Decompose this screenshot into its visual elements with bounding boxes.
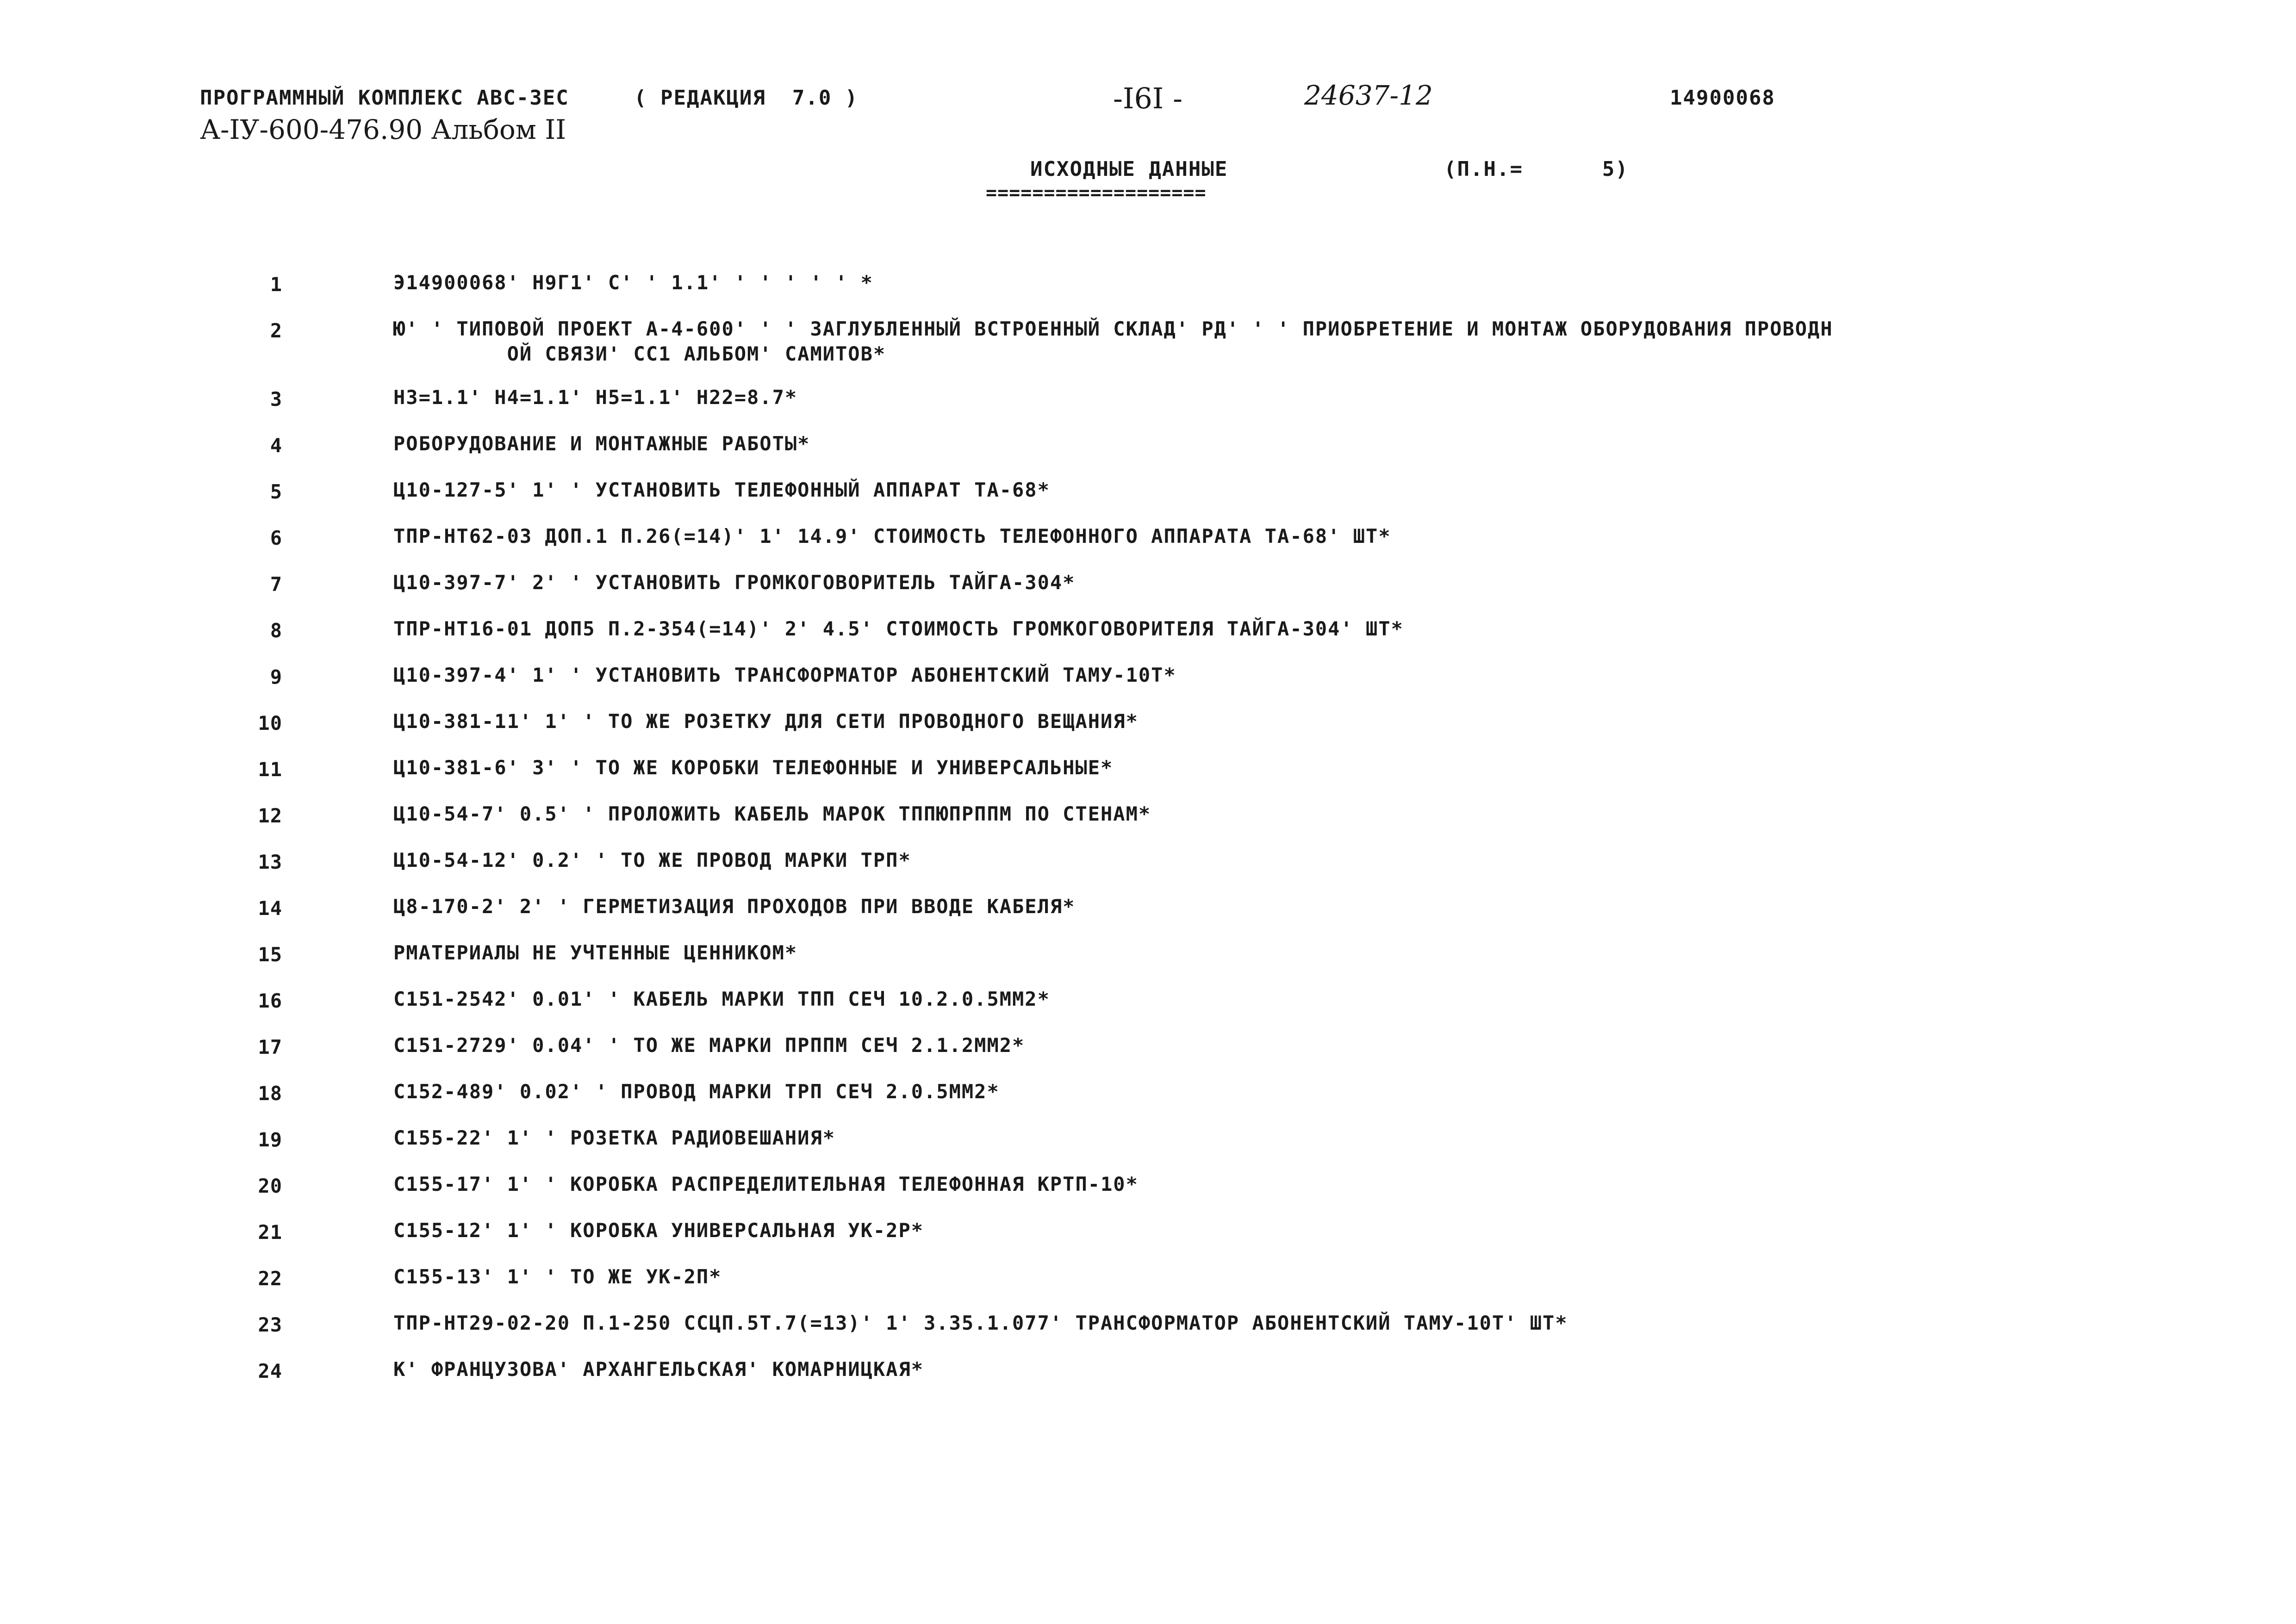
row-text: С152-489' 0.02' ' ПРОВОД МАРКИ ТРП СЕЧ 2.0.5ММ2* xyxy=(393,1080,1000,1103)
doc-code: 14900068 xyxy=(1670,86,1775,110)
row-text: Ц10-397-7' 2' ' УСТАНОВИТЬ ГРОМКОГОВОРИТЕЛЬ ТАЙГА-304* xyxy=(393,571,1076,594)
table-row xyxy=(0,897,2296,943)
table-row xyxy=(0,712,2296,758)
section-title: ИСХОДНЫЕ ДАННЫЕ xyxy=(1030,157,1228,181)
section-pn: (П.Н.= 5) xyxy=(1444,157,1629,181)
table-row xyxy=(0,1267,2296,1313)
row-text: Ю' ' ТИПОВОЙ ПРОЕКТ А-4-600' ' ' ЗАГЛУБЛЕННЫЙ ВСТРОЕННЫЙ СКЛАД' РД' ' ' ПРИОБРЕТЕНИЕ И МОНТАЖ ОБОРУДОВАНИЯ ПРОВОДН ОЙ СВЯЗИ' СС1 АЛЬБОМ' САМИТОВ* xyxy=(393,317,1833,365)
row-number: 1 xyxy=(270,273,282,296)
row-number: 11 xyxy=(258,758,282,781)
program-title: ПРОГРАММНЫЙ КОМПЛЕКС АВС-ЗЕС xyxy=(200,86,569,110)
row-number: 3 xyxy=(270,388,282,411)
row-number: 10 xyxy=(258,712,282,734)
row-number: 20 xyxy=(258,1175,282,1197)
row-number: 4 xyxy=(270,434,282,457)
row-number: 2 xyxy=(270,319,282,342)
table-row xyxy=(0,1082,2296,1128)
row-text: ТПР-НТ62-03 ДОП.1 П.26(=14)' 1' 14.9' СТОИМОСТЬ ТЕЛЕФОННОГО АППАРАТА ТА-68' ШТ* xyxy=(393,525,1391,548)
album-label: А-IУ-600-476.90 Альбом II xyxy=(200,114,566,145)
table-row xyxy=(0,851,2296,897)
row-number: 24 xyxy=(258,1360,282,1382)
row-number: 7 xyxy=(270,573,282,596)
table-row xyxy=(0,804,2296,851)
row-text: РОБОРУДОВАНИЕ И МОНТАЖНЫЕ РАБОТЫ* xyxy=(393,432,810,455)
row-number: 23 xyxy=(258,1313,282,1336)
row-number: 19 xyxy=(258,1128,282,1151)
row-number: 13 xyxy=(258,851,282,873)
table-row xyxy=(0,434,2296,480)
row-text: С151-2542' 0.01' ' КАБЕЛЬ МАРКИ ТПП СЕЧ 10.2.0.5ММ2* xyxy=(393,988,1050,1010)
row-number: 6 xyxy=(270,527,282,549)
row-number: 18 xyxy=(258,1082,282,1105)
page-number: -I6I - xyxy=(1113,81,1183,115)
row-number: 8 xyxy=(270,619,282,642)
row-number: 12 xyxy=(258,804,282,827)
table-row xyxy=(0,989,2296,1036)
row-number: 15 xyxy=(258,943,282,966)
table-row xyxy=(0,527,2296,573)
row-text: К' ФРАНЦУЗОВА' АРХАНГЕЛЬСКАЯ' КОМАРНИЦКАЯ* xyxy=(393,1358,924,1381)
data-rows xyxy=(0,273,2296,1406)
table-row xyxy=(0,1313,2296,1360)
table-row xyxy=(0,1221,2296,1267)
table-row xyxy=(0,273,2296,319)
row-text: С155-17' 1' ' КОРОБКА РАСПРЕДЕЛИТЕЛЬНАЯ ТЕЛЕФОННАЯ КРТП-10* xyxy=(393,1173,1139,1195)
row-text: Ц10-381-6' 3' ' ТО ЖЕ КОРОБКИ ТЕЛЕФОННЫЕ И УНИВЕРСАЛЬНЫЕ* xyxy=(393,756,1114,779)
row-number: 14 xyxy=(258,897,282,920)
table-row xyxy=(0,319,2296,388)
row-number: 22 xyxy=(258,1267,282,1290)
table-row xyxy=(0,1036,2296,1082)
row-text: Ц8-170-2' 2' ' ГЕРМЕТИЗАЦИЯ ПРОХОДОВ ПРИ ВВОДЕ КАБЕЛЯ* xyxy=(393,895,1076,918)
row-text: Ц10-54-7' 0.5' ' ПРОЛОЖИТЬ КАБЕЛЬ МАРОК ТППЮПРППМ ПО СТЕНАМ* xyxy=(393,803,1151,825)
row-text: Ц10-54-12' 0.2' ' ТО ЖЕ ПРОВОД МАРКИ ТРП* xyxy=(393,849,911,871)
row-text: Ц10-381-11' 1' ' ТО ЖЕ РОЗЕТКУ ДЛЯ СЕТИ ПРОВОДНОГО ВЕЩАНИЯ* xyxy=(393,710,1139,733)
row-text: Э14900068' Н9Г1' С' ' 1.1' ' ' ' ' ' * xyxy=(393,271,873,294)
table-row xyxy=(0,943,2296,989)
handwritten-code: 24637-12 xyxy=(1304,80,1433,111)
table-row xyxy=(0,1360,2296,1406)
row-text: С151-2729' 0.04' ' ТО ЖЕ МАРКИ ПРППМ СЕЧ 2.1.2ММ2* xyxy=(393,1034,1025,1057)
row-number: 17 xyxy=(258,1036,282,1058)
row-text: С155-13' 1' ' ТО ЖЕ УК-2П* xyxy=(393,1265,722,1288)
row-text: ТПР-НТ29-02-20 П.1-250 ССЦП.5Т.7(=13)' 1' 3.35.1.077' ТРАНСФОРМАТОР АБОНЕНТСКИЙ ТАМУ-10Т' ШТ* xyxy=(393,1312,1568,1334)
row-text: С155-22' 1' ' РОЗЕТКА РАДИОВЕШАНИЯ* xyxy=(393,1126,836,1149)
table-row xyxy=(0,388,2296,434)
row-text: Ц10-127-5' 1' ' УСТАНОВИТЬ ТЕЛЕФОННЫЙ АППАРАТ ТА-68* xyxy=(393,479,1050,501)
row-text: Ц10-397-4' 1' ' УСТАНОВИТЬ ТРАНСФОРМАТОР АБОНЕНТСКИЙ ТАМУ-10Т* xyxy=(393,664,1176,686)
table-row xyxy=(0,573,2296,619)
table-row xyxy=(0,1128,2296,1175)
row-number: 9 xyxy=(270,666,282,688)
row-text: ТПР-НТ16-01 ДОП5 П.2-354(=14)' 2' 4.5' СТОИМОСТЬ ГРОМКОГОВОРИТЕЛЯ ТАЙГА-304' ШТ* xyxy=(393,617,1404,640)
row-number: 21 xyxy=(258,1221,282,1244)
table-row xyxy=(0,619,2296,666)
section-underline: =================== xyxy=(986,182,1207,204)
edition-label: ( РЕДАКЦИЯ 7.0 ) xyxy=(634,86,859,110)
table-row xyxy=(0,480,2296,527)
table-row xyxy=(0,1175,2296,1221)
row-number: 16 xyxy=(258,989,282,1012)
table-row xyxy=(0,758,2296,804)
row-number: 5 xyxy=(270,480,282,503)
table-row xyxy=(0,666,2296,712)
row-text: С155-12' 1' ' КОРОБКА УНИВЕРСАЛЬНАЯ УК-2Р* xyxy=(393,1219,924,1242)
row-text: РМАТЕРИАЛЫ НЕ УЧТЕННЫЕ ЦЕННИКОМ* xyxy=(393,941,798,964)
row-text: Н3=1.1' Н4=1.1' Н5=1.1' Н22=8.7* xyxy=(393,386,798,409)
